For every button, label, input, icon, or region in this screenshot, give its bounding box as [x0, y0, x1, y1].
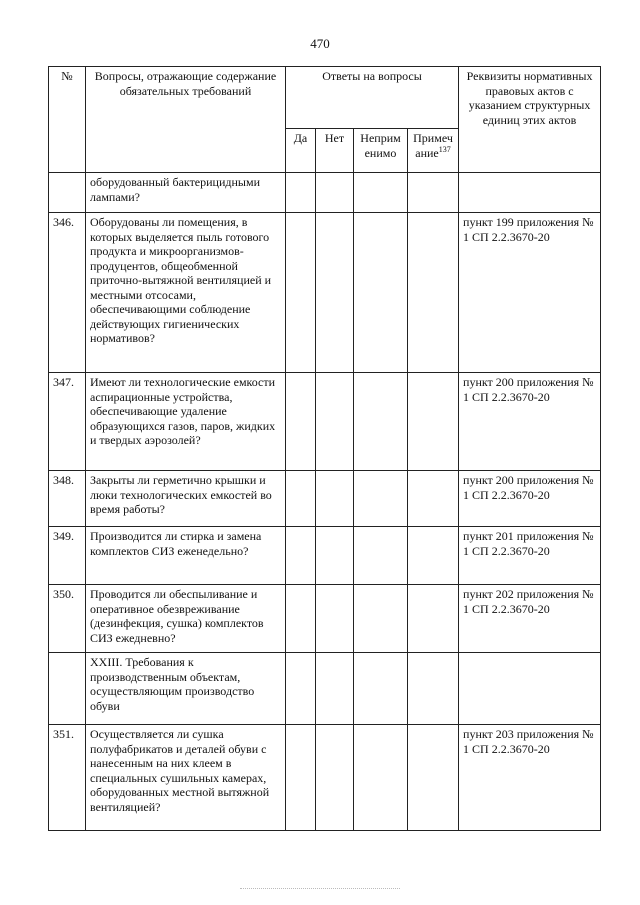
- requisites-text: пункт 200 приложения № 1 СП 2.2.3670-20: [459, 373, 601, 471]
- row-number: 348.: [49, 471, 86, 527]
- row-number: 351.: [49, 725, 86, 831]
- answer-no-cell: [316, 653, 354, 725]
- answer-yes-cell[interactable]: [286, 527, 316, 585]
- col-header-answers: Ответы на вопросы: [286, 67, 459, 129]
- answer-yes-cell[interactable]: [286, 725, 316, 831]
- answer-no-cell[interactable]: [316, 373, 354, 471]
- answer-yes-cell: [286, 653, 316, 725]
- answer-no-cell[interactable]: [316, 213, 354, 373]
- question-text: Осуществляется ли сушка полуфабрикатов и деталей обуви с нанесенным на них клеем в специальных сушильных камерах, оборудованных местной вытяжной вентиляцией?: [86, 725, 286, 831]
- answer-note-cell[interactable]: [408, 527, 459, 585]
- page-number: 470: [310, 36, 330, 51]
- answer-yes-cell[interactable]: [286, 585, 316, 653]
- answer-note-cell[interactable]: [408, 725, 459, 831]
- col-header-yes: Да: [286, 129, 316, 173]
- table-row: [49, 173, 601, 213]
- answer-na-cell[interactable]: [354, 213, 408, 373]
- question-text: Производится ли стирка и замена комплектов СИЗ еженедельно?: [86, 527, 286, 585]
- answer-no-cell[interactable]: [316, 585, 354, 653]
- table-row: [49, 213, 601, 373]
- section-heading-row: [49, 653, 601, 725]
- answer-na-cell[interactable]: [354, 373, 408, 471]
- requirements-table: [48, 66, 601, 831]
- col-header-num: №: [49, 67, 86, 173]
- answer-no-cell[interactable]: [316, 471, 354, 527]
- table-row: [49, 585, 601, 653]
- answer-na-cell[interactable]: [354, 585, 408, 653]
- question-text: оборудованный бактерицидными лампами?: [86, 173, 286, 213]
- answer-no-cell[interactable]: [316, 527, 354, 585]
- requisites-text: пункт 203 приложения № 1 СП 2.2.3670-20: [459, 725, 601, 831]
- row-number: 350.: [49, 585, 86, 653]
- answer-na-cell[interactable]: [354, 471, 408, 527]
- question-text: Проводится ли обеспыливание и оперативное обезвреживание (дезинфекция, сушка) комплектов СИЗ ежедневно?: [86, 585, 286, 653]
- note-label: Примеч ание: [413, 131, 453, 160]
- answer-note-cell[interactable]: [408, 585, 459, 653]
- header-row: [49, 67, 601, 129]
- answer-note-cell[interactable]: [408, 373, 459, 471]
- row-number: [49, 653, 86, 725]
- question-text: Имеют ли технологические емкости аспирационные устройства, обеспечивающие удаление образующихся газов, паров, жидких и твердых аэрозолей?: [86, 373, 286, 471]
- col-header-questions: Вопросы, отражающие содержание обязательных требований: [86, 67, 286, 173]
- requisites-text: [459, 653, 601, 725]
- answer-yes-cell[interactable]: [286, 471, 316, 527]
- question-text: Закрыты ли герметично крышки и люки технологических емкостей во время работы?: [86, 471, 286, 527]
- row-number: 346.: [49, 213, 86, 373]
- col-header-no: Нет: [316, 129, 354, 173]
- section-heading: XXIII. Требования к производственным объектам, осуществляющим производство обуви: [86, 653, 286, 725]
- col-header-note: [408, 129, 459, 173]
- question-text: Оборудованы ли помещения, в которых выделяется пыль готового продукта и микроорганизмов-продуцентов, общеобменной приточно-вытяжной вентиляцией и местными отсосами, обеспечивающими соблюдение действующих гигиенических нормативов?: [86, 213, 286, 373]
- answer-no-cell[interactable]: [316, 725, 354, 831]
- answer-na-cell: [354, 653, 408, 725]
- row-number: 347.: [49, 373, 86, 471]
- table-row: [49, 527, 601, 585]
- requisites-text: пункт 200 приложения № 1 СП 2.2.3670-20: [459, 471, 601, 527]
- answer-no-cell[interactable]: [316, 173, 354, 213]
- col-header-requisites: Реквизиты нормативных правовых актов с указанием структурных единиц этих актов: [459, 67, 601, 173]
- answer-na-cell[interactable]: [354, 527, 408, 585]
- answer-yes-cell[interactable]: [286, 373, 316, 471]
- table-row: [49, 373, 601, 471]
- row-number: 349.: [49, 527, 86, 585]
- requisites-text: [459, 173, 601, 213]
- answer-yes-cell[interactable]: [286, 173, 316, 213]
- footnote-ref: 137: [438, 144, 451, 154]
- answer-note-cell[interactable]: [408, 213, 459, 373]
- requisites-text: пункт 202 приложения № 1 СП 2.2.3670-20: [459, 585, 601, 653]
- answer-yes-cell[interactable]: [286, 213, 316, 373]
- answer-na-cell[interactable]: [354, 173, 408, 213]
- row-number: [49, 173, 86, 213]
- table-row: [49, 725, 601, 831]
- table-row: [49, 471, 601, 527]
- answer-note-cell: [408, 653, 459, 725]
- col-header-not-applicable: Неприм енимо: [354, 129, 408, 173]
- requisites-text: пункт 199 приложения № 1 СП 2.2.3670-20: [459, 213, 601, 373]
- answer-na-cell[interactable]: [354, 725, 408, 831]
- scan-artifact-line: [240, 888, 400, 889]
- requisites-text: пункт 201 приложения № 1 СП 2.2.3670-20: [459, 527, 601, 585]
- answer-note-cell[interactable]: [408, 173, 459, 213]
- answer-note-cell[interactable]: [408, 471, 459, 527]
